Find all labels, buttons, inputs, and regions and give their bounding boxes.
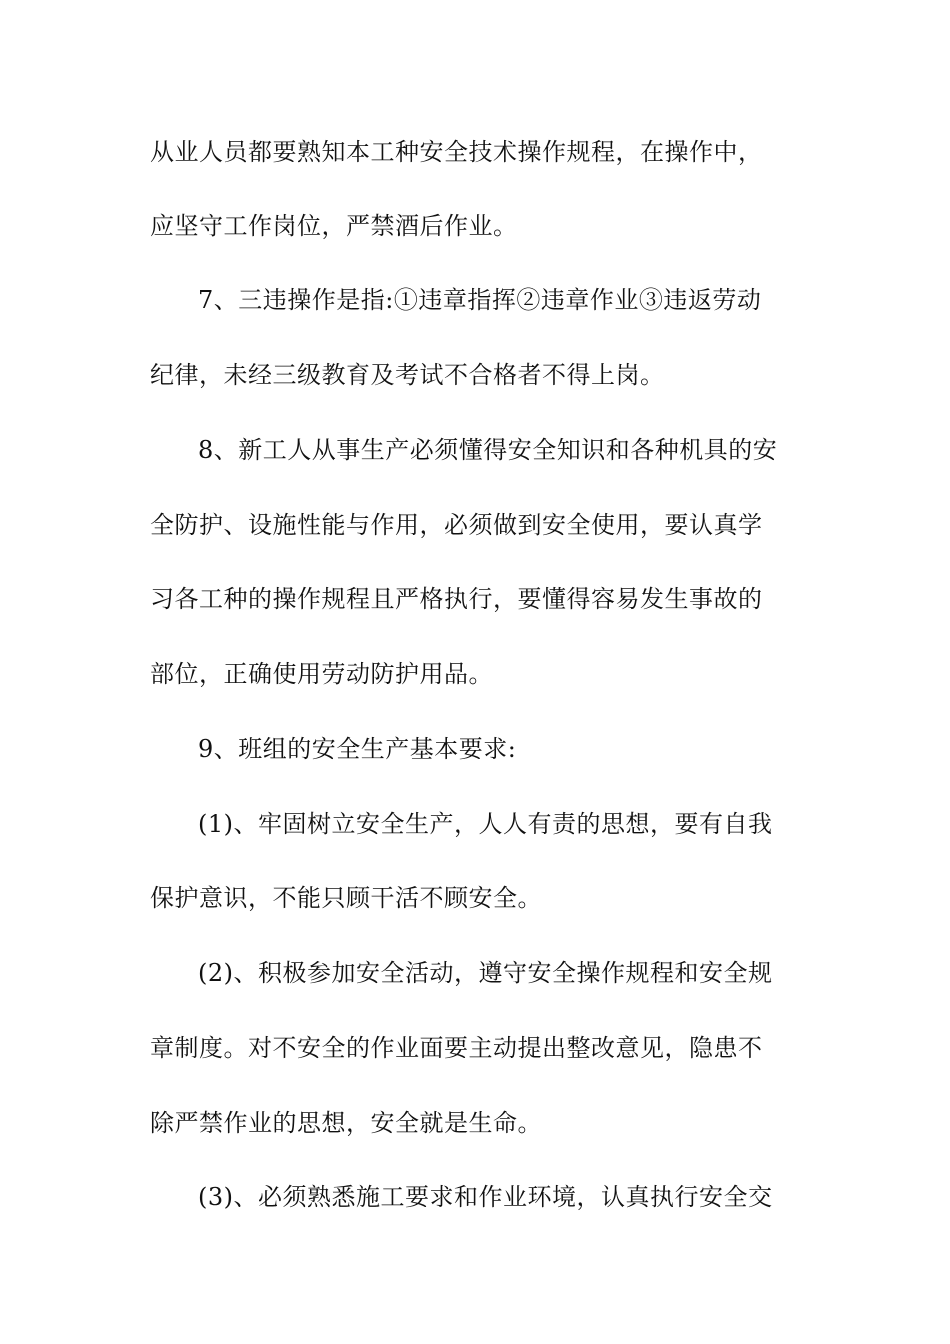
paragraph-line: (2)、积极参加安全活动，遵守安全操作规程和安全规 — [198, 959, 773, 987]
paragraph-line: 从业人员都要熟知本工种安全技术操作规程，在操作中， — [150, 138, 763, 166]
paragraph-line: 部位，正确使用劳动防护用品。 — [150, 660, 493, 688]
paragraph-line: 应坚守工作岗位，严禁酒后作业。 — [150, 212, 518, 240]
paragraph-line: 章制度。对不安全的作业面要主动提出整改意见，隐患不 — [150, 1034, 763, 1062]
paragraph-line: 8、新工人从事生产必须懂得安全知识和各种机具的安 — [198, 436, 778, 464]
paragraph-line: 保护意识，不能只顾干活不顾安全。 — [150, 884, 542, 912]
paragraph-line: 纪律，未经三级教育及考试不合格者不得上岗。 — [150, 361, 665, 389]
paragraph-line: 习各工种的操作规程且严格执行，要懂得容易发生事故的 — [150, 585, 763, 613]
paragraph-line: 7、三违操作是指:①违章指挥②违章作业③违返劳动 — [198, 286, 762, 314]
paragraph-line: (3)、必须熟悉施工要求和作业环境，认真执行安全交 — [198, 1183, 773, 1211]
paragraph-line: 除严禁作业的思想，安全就是生命。 — [150, 1109, 542, 1137]
paragraph-line: 全防护、设施性能与作用，必须做到安全使用，要认真学 — [150, 511, 763, 539]
paragraph-line: (1)、牢固树立安全生产，人人有责的思想，要有自我 — [198, 810, 773, 838]
paragraph-line: 9、班组的安全生产基本要求: — [198, 735, 517, 763]
